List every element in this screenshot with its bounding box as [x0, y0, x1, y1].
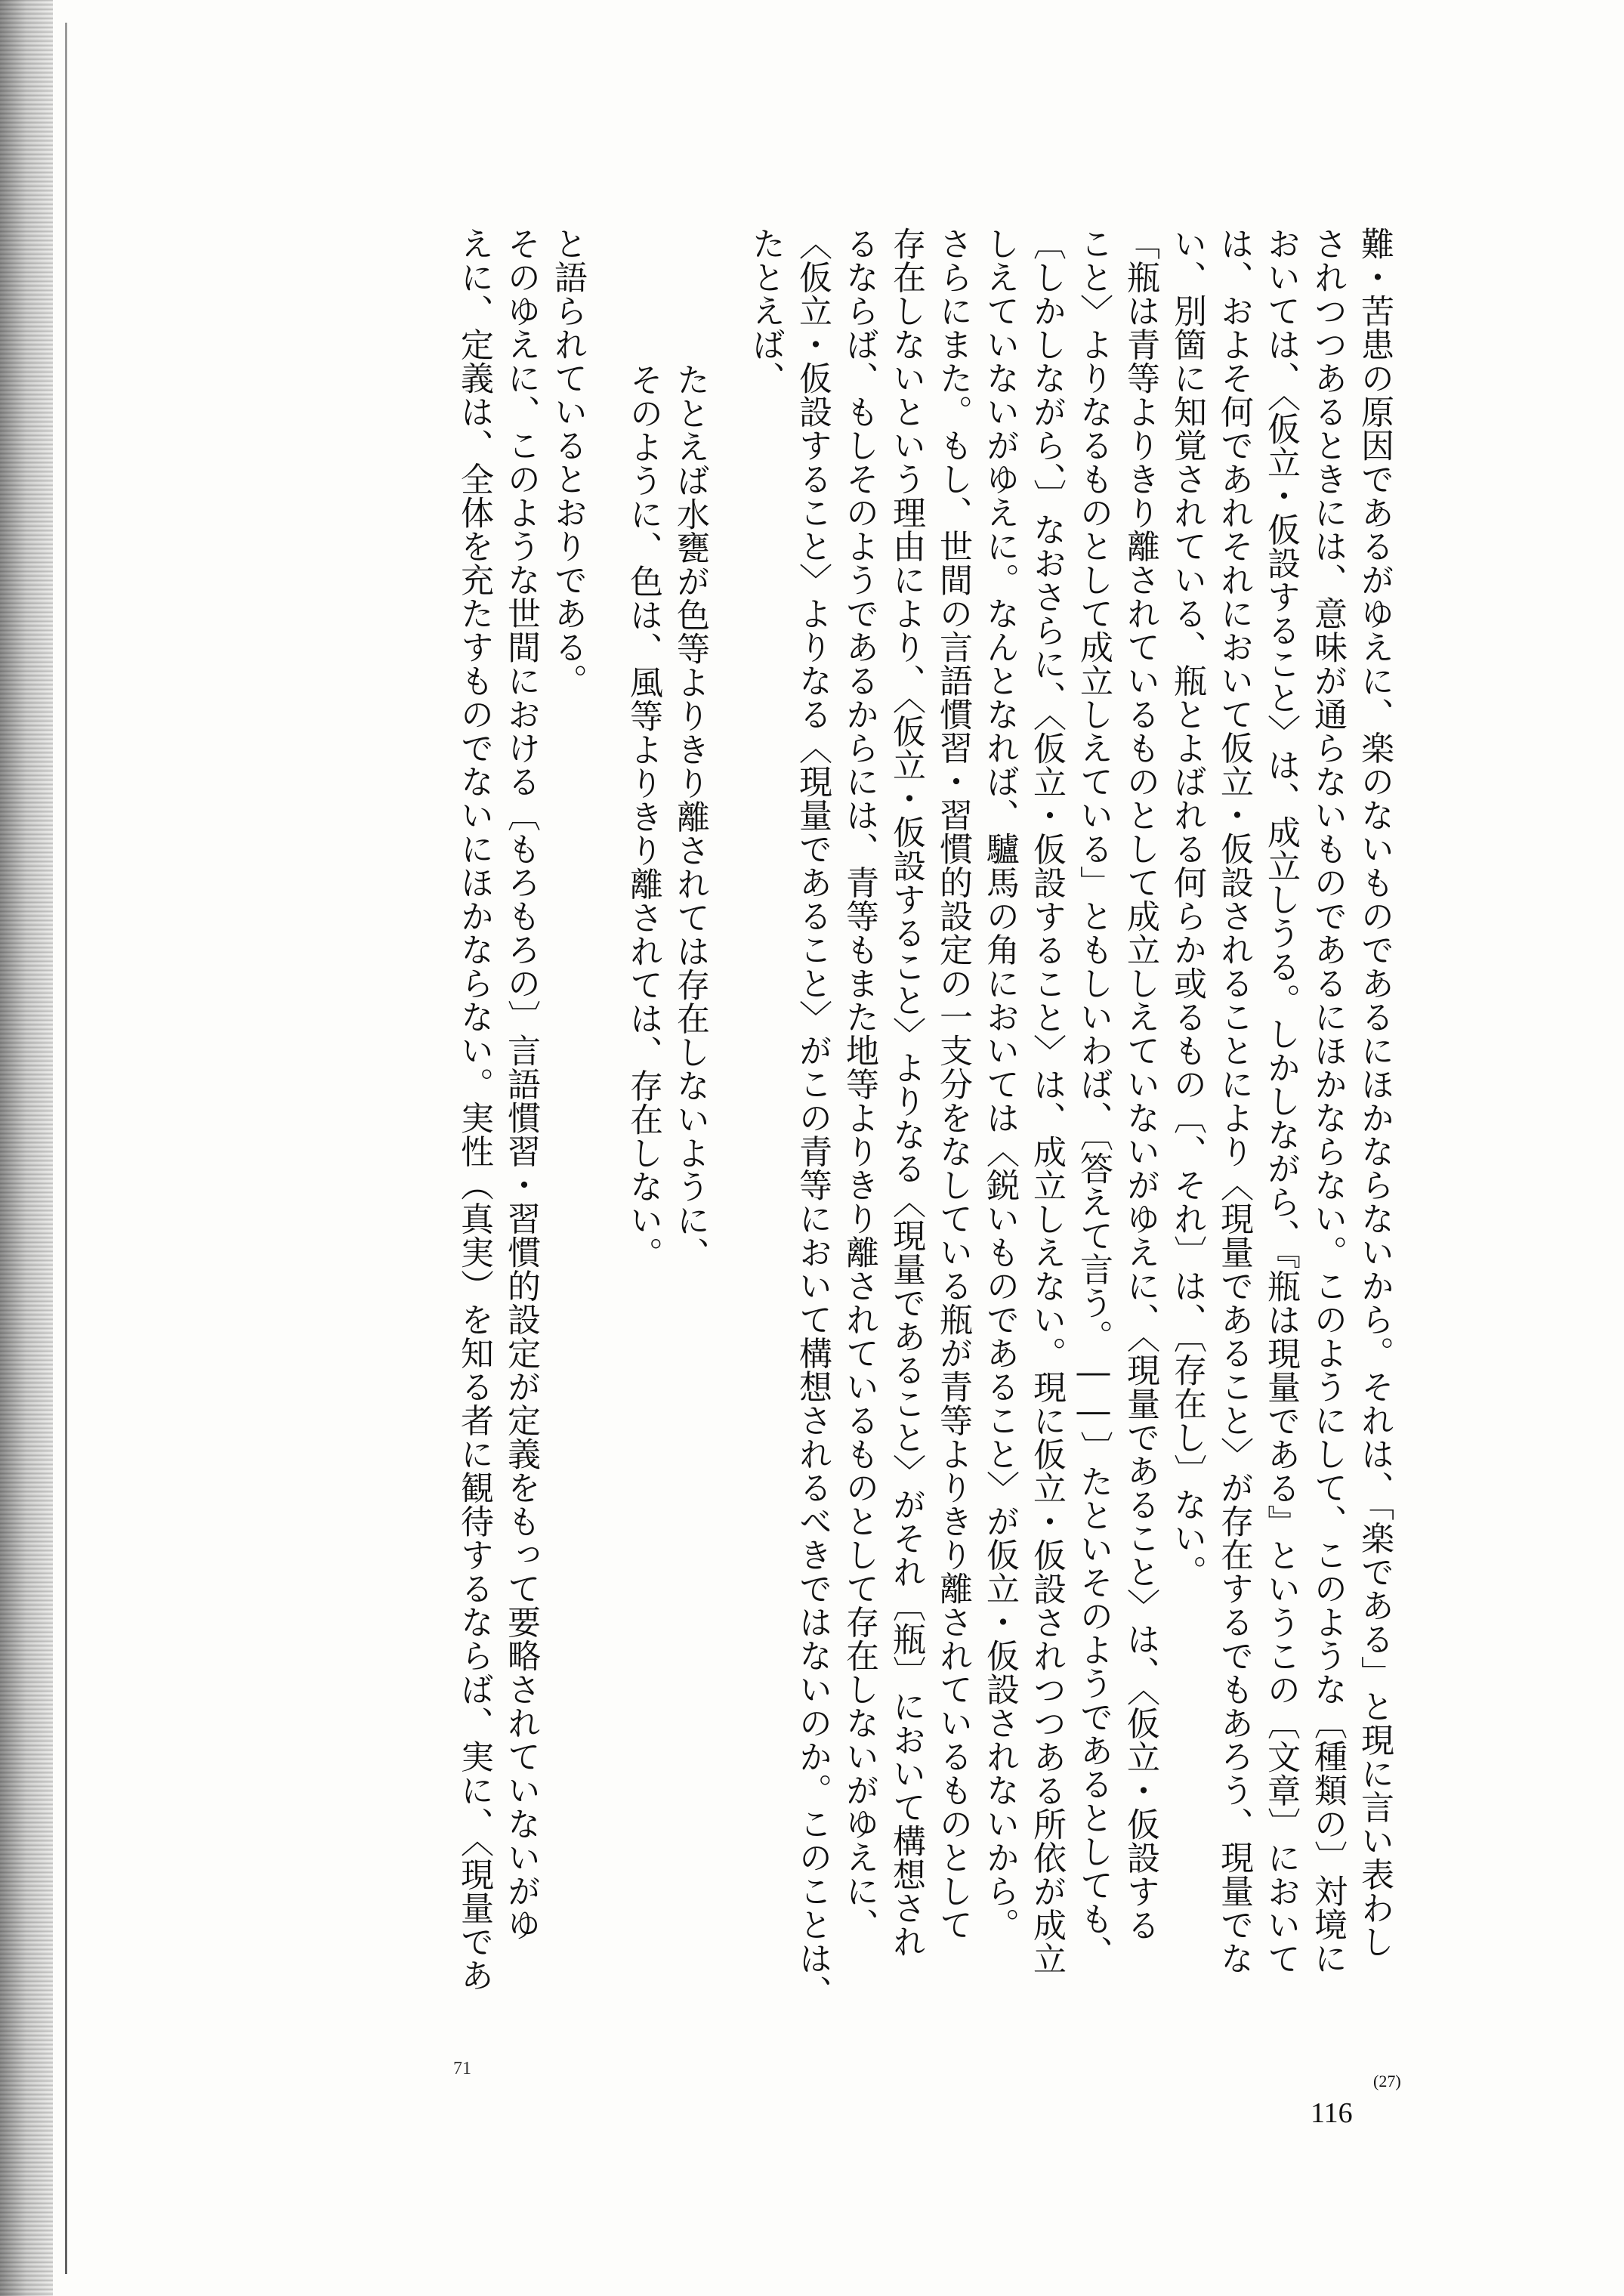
text-line: こと〉よりなるものとして成立しえている」ともしいわば、〔答えて言う。――〕たといそのようであるとしても、	[1074, 227, 1113, 1969]
verse-line: たとえば水甕が色等よりきり離されては存在しないように、	[671, 363, 709, 1271]
page-number: 116	[1311, 2097, 1353, 2129]
footer-mark: 71	[453, 2059, 471, 2078]
binding-shadow	[0, 0, 53, 2296]
vertical-text-block	[450, 227, 1397, 2070]
text-line: は、およそ何であれそれにおいて仮立・仮設されることにより〈現量であること〉が存在するでもあろう、現量でな	[1215, 227, 1253, 1975]
verse-line: そのように、色は、風等よりきり離されては、存在しない。	[624, 363, 662, 1271]
text-line: と語られているとおりである。	[548, 227, 587, 697]
text-line: さらにまた。もし、世間の言語慣習・習慣的設定の一支分をなしている瓶が青等よりきり離されているものとして	[934, 227, 972, 1942]
text-line: い、別箇に知覚されている、瓶とよばれる何らか或るもの〔、それ〕は、〔存在し〕ない。	[1168, 227, 1206, 1589]
text-line: 「瓶は青等よりきり離されているものとして成立しえていないがゆえに、〈現量であること〉は、〈仮立・仮設する	[1121, 227, 1159, 1942]
text-line: おいては、〈仮立・仮設すること〉は、成立しうる。しかしながら、『瓶は現量である』というこの〔文章〕において	[1261, 227, 1300, 1976]
text-line: るならば、もしそのようであるからには、青等もまた地等よりきり離されているものとして存在しないがゆえに、	[840, 227, 878, 1942]
text-line: えに、定義は、全体を充たすものでないにほかならない。実性（真実）を知る者に観待するならば、実に、〈現量であ	[455, 227, 493, 1992]
text-line: 難・苦患の原因であるがゆえに、楽のないものであるにほかならないから。それは、「楽である」と現に言い表わし	[1355, 227, 1394, 1958]
text-line: そのゆえに、このような世間における〔もろもろの〕言語慣習・習慣的設定が定義をもって要略されていないがゆ	[502, 227, 540, 1942]
text-line: たとえば、	[746, 227, 785, 395]
text-line: されつつあるときには、意味が通らないものであるにほかならない。このようにして、このような〔種類の〕対境に	[1308, 227, 1347, 1975]
text-line: 存在しないという理由により、〈仮立・仮設すること〉よりなる〈現量であること〉がそれ〔瓶〕において構想され	[887, 227, 925, 1958]
chapter-marker: (27)	[1373, 2072, 1401, 2091]
text-line: 〈仮立・仮設すること〉よりなる〈現量であること〉がこの青等において構想されるべきではないのか。このことは、	[793, 227, 832, 2009]
text-line: 〔しかしながら、〕なおさらに、〈仮立・仮設すること〉は、成立しえない。現に仮立・仮設されつつある所依が成立	[1027, 227, 1066, 1976]
text-line: しえていないがゆえに。なんとなれば、驢馬の角においては〈鋭いものであること〉が仮立・仮設されないから。	[980, 227, 1019, 1942]
binding-line	[65, 23, 67, 2274]
